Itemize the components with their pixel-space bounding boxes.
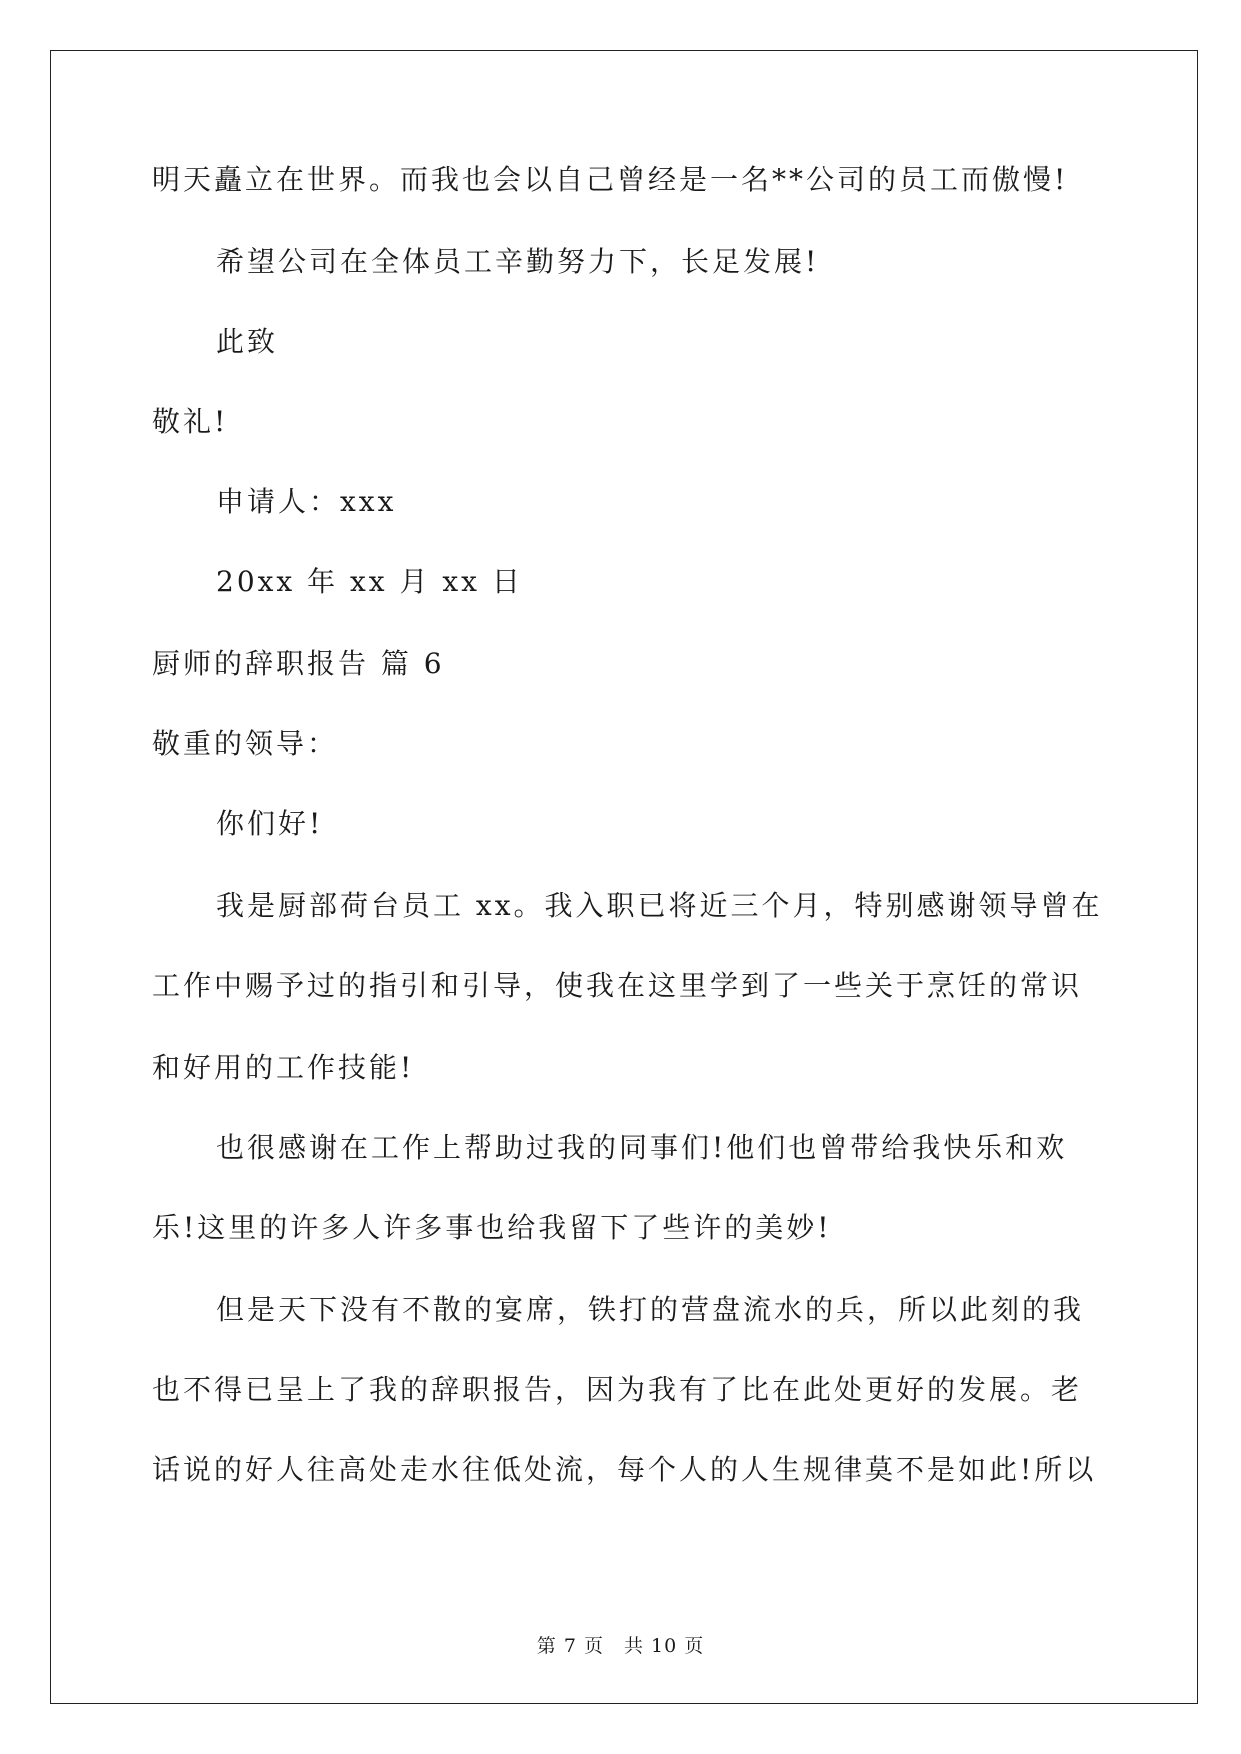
body-line: 也很感谢在工作上帮助过我的同事们!他们也曾带给我快乐和欢	[216, 1131, 1068, 1164]
body-line: 希望公司在全体员工辛勤努力下，长足发展!	[216, 245, 820, 278]
body-line: 我是厨部荷台员工 xx。我入职已将近三个月，特别感谢领导曾在	[216, 889, 1103, 922]
body-line: 但是天下没有不散的宴席，铁打的营盘流水的兵，所以此刻的我	[216, 1293, 1085, 1326]
closing-respect: 敬礼!	[152, 405, 229, 438]
body-line: 乐!这里的许多人许多事也给我留下了些许的美妙!	[152, 1211, 832, 1244]
applicant-line: 申请人：xxx	[216, 485, 397, 518]
date-line: 20xx 年 xx 月 xx 日	[216, 565, 523, 598]
section-heading: 厨师的辞职报告 篇 6	[152, 647, 445, 680]
body-line: 和好用的工作技能!	[152, 1051, 415, 1084]
body-line: 也不得已呈上了我的辞职报告，因为我有了比在此处更好的发展。老	[152, 1373, 1083, 1406]
page-total: 共 10 页	[623, 1635, 705, 1657]
page-number: 第 7 页	[536, 1635, 604, 1657]
greeting-line: 你们好!	[216, 807, 324, 840]
page-footer	[0, 1634, 1241, 1658]
body-line: 明天矗立在世界。而我也会以自己曾经是一名**公司的员工而傲慢!	[152, 163, 1069, 196]
greeting-line: 敬重的领导：	[152, 727, 339, 760]
closing-salutation: 此致	[216, 325, 279, 358]
body-line: 话说的好人往高处走水往低处流，每个人的人生规律莫不是如此!所以	[152, 1453, 1097, 1486]
body-line: 工作中赐予过的指引和引导，使我在这里学到了一些关于烹饪的常识	[152, 969, 1083, 1002]
